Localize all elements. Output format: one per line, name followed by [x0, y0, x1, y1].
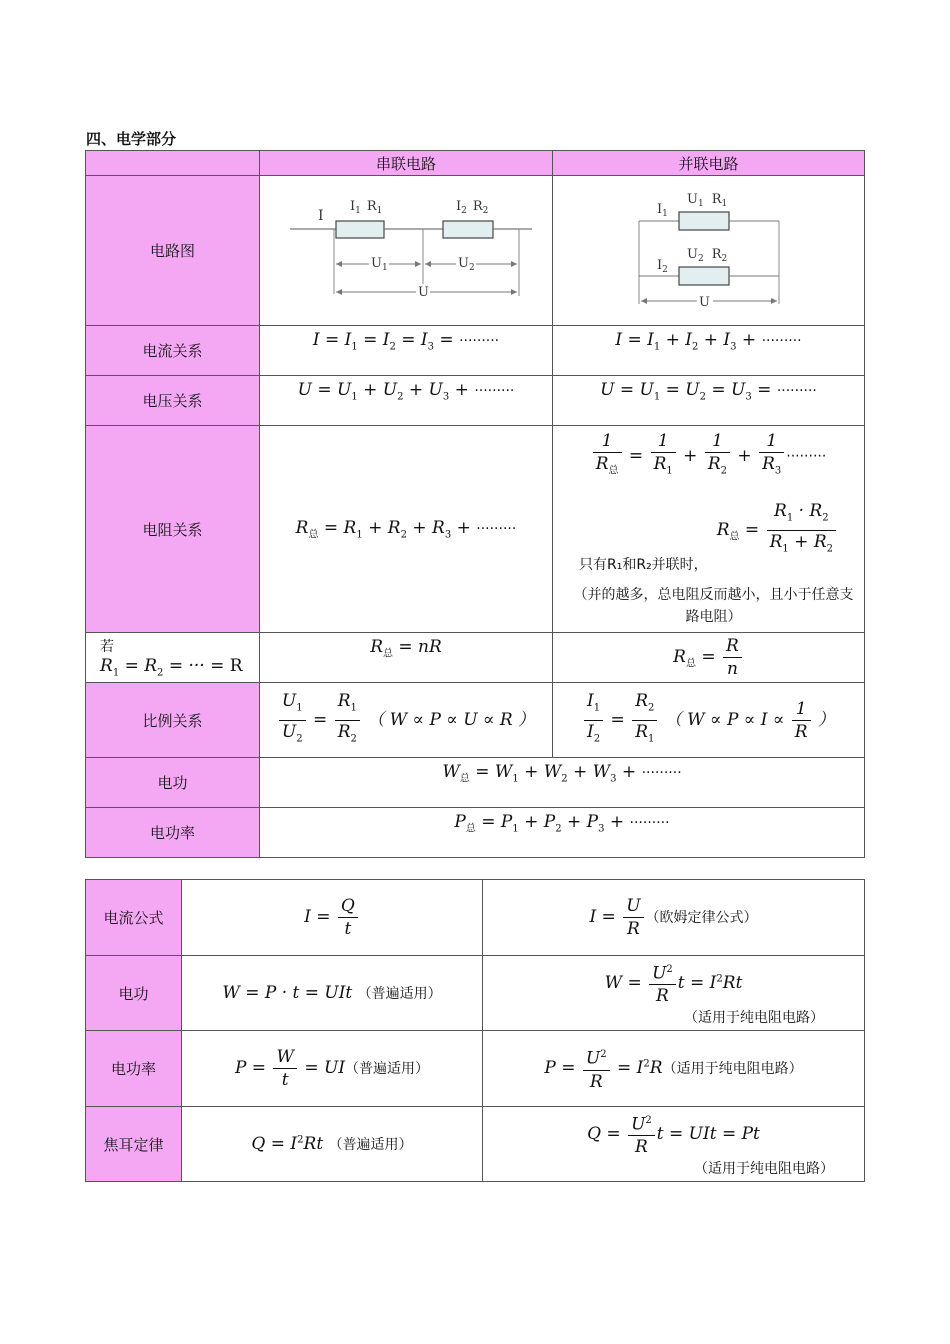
row-work-formula — [86, 956, 865, 1031]
label-power-formula: 电功率 — [86, 1031, 182, 1107]
resistor-r2-symbol — [443, 221, 493, 238]
parallel-note-explanation: （并的越多，总电阻反而越小，且小于任意支路电阻） — [573, 587, 854, 626]
parallel-note-condition: 只有R₁和R₂并联时， — [579, 557, 708, 574]
row-current-formula — [86, 880, 865, 956]
header-blank — [86, 151, 260, 176]
label-current: 电流关系 — [86, 326, 260, 376]
svg-text:U: U — [698, 294, 710, 310]
parallel-current-formula: $I = I_1 + I_2 + I_3$ + ········· — [553, 326, 865, 376]
row-equal-resistors — [86, 633, 865, 683]
row-resistance — [86, 426, 865, 633]
row-power — [86, 808, 865, 858]
row-joule-formula — [86, 1107, 865, 1182]
label-current-formula: 电流公式 — [86, 880, 182, 956]
label-ratio: 比例关系 — [86, 683, 260, 758]
svg-text:U2R2: $U_2$ $R_2$ — [686, 246, 727, 264]
work-formula: $W_总 = W_1 + W_2 + W_3$ + ········· — [260, 758, 865, 808]
series-ratio-formula: $\frac{U_1}{U_2}$ = $\frac{R_1}{R_2}$ （ W ∝ P ∝ U ∝ R ） — [260, 683, 553, 758]
svg-text:U1: $U_1$ — [371, 255, 388, 273]
two-resistor-formula: $R_总$ = $\frac{R_1 \cdot R_2}{R_1 + R_2}$ — [553, 500, 864, 560]
row-voltage — [86, 376, 865, 426]
svg-text:I1R1: $I_1$ $R_1$ — [350, 198, 383, 216]
svg-text:I2R2: $I_2$ $R_2$ — [456, 198, 489, 216]
joule-general: $Q = I^2Rt$ （普遍适用） — [182, 1107, 483, 1182]
svg-text:U1R1: $U_1$ $R_1$ — [686, 191, 727, 209]
parallel-ratio-formula: $\frac{I_1}{I_2}$ = $\frac{R_2}{R_1}$ （ W ∝ P ∝ I ∝ $\frac{1}{R}$ ） — [553, 683, 865, 758]
svg-text:I1: $I_1$ — [656, 201, 668, 219]
header-parallel: 并联电路 — [553, 151, 865, 176]
power-general: P = $\frac{W}{t}$ = UI（普遍适用） — [182, 1031, 483, 1107]
row-work — [86, 758, 865, 808]
current-definition: I = $\frac{Q}{t}$ — [182, 880, 483, 956]
label-power: 电功率 — [86, 808, 260, 858]
series-current-formula: $I = I_1 = I_2 = I_3$ = ········· — [260, 326, 553, 376]
circuit-comparison-table — [85, 150, 865, 858]
parallel-circuit-diagram — [609, 179, 809, 319]
resistor-r1-symbol — [336, 221, 384, 238]
parallel-voltage-formula: $U = U_1 = U_2 = U_3$ = ········· — [553, 376, 865, 426]
power-formula: $P_总 = P_1 + P_2 + P_3$ + ········· — [260, 808, 865, 858]
header-row — [86, 151, 865, 176]
series-circuit-diagram — [276, 184, 536, 314]
label-joule-formula: 焦耳定律 — [86, 1107, 182, 1182]
formula-table — [85, 879, 865, 1182]
parallel-resistance-cell — [553, 426, 865, 633]
label-work: 电功 — [86, 758, 260, 808]
parallel-resistance-formula: $\frac{1}{R_总}$ = $\frac{1}{R_1}$ + $\frac{1}{R_2}$ + $\frac{1}{R_3}$ ········· — [553, 426, 864, 482]
label-work-formula: 电功 — [86, 956, 182, 1031]
row-circuit — [86, 176, 865, 326]
parallel-circuit-cell — [553, 176, 865, 326]
header-series: 串联电路 — [260, 151, 553, 176]
label-voltage: 电压关系 — [86, 376, 260, 426]
label-circuit: 电路图 — [86, 176, 260, 326]
svg-text:U2: $U_2$ — [458, 255, 475, 273]
series-equal-formula: $R_总$ = nR — [260, 633, 553, 683]
svg-text:I2: $I_2$ — [656, 257, 668, 275]
row-power-formula — [86, 1031, 865, 1107]
parallel-equal-formula: $R_总$ = $\frac{R}{n}$ — [553, 633, 865, 683]
ohm-law: I = $\frac{U}{R}$ （欧姆定律公式） — [483, 880, 865, 956]
work-general: W = P · t = UIt （普遍适用） — [182, 956, 483, 1031]
label-equal-resistors: 若 $R_1 = R_2$ = ··· = R — [86, 633, 260, 683]
series-resistance-formula: $R_总 = R_1 + R_2 + R_3$ + ········· — [260, 426, 553, 633]
row-ratio — [86, 683, 865, 758]
joule-pure-resistive: Q = $\frac{U^2}{R}$ t = UIt = Pt （适用于纯电阻电路） — [483, 1107, 865, 1182]
work-pure-resistive: W = $\frac{U^2}{R}$ $t = I^2Rt$ （适用于纯电阻电路） — [483, 956, 865, 1031]
series-circuit-cell — [260, 176, 553, 326]
svg-text:U: U — [418, 284, 429, 300]
row-current — [86, 326, 865, 376]
power-pure-resistive: P = $\frac{U^2}{R}$ = $I^2R$（适用于纯电阻电路） — [483, 1031, 865, 1107]
label-resistance: 电阻关系 — [86, 426, 260, 633]
label-i: I — [318, 207, 324, 224]
series-voltage-formula: $U = U_1 + U_2 + U_3$ + ········· — [260, 376, 553, 426]
section-heading: 四、电学部分 — [86, 130, 177, 148]
